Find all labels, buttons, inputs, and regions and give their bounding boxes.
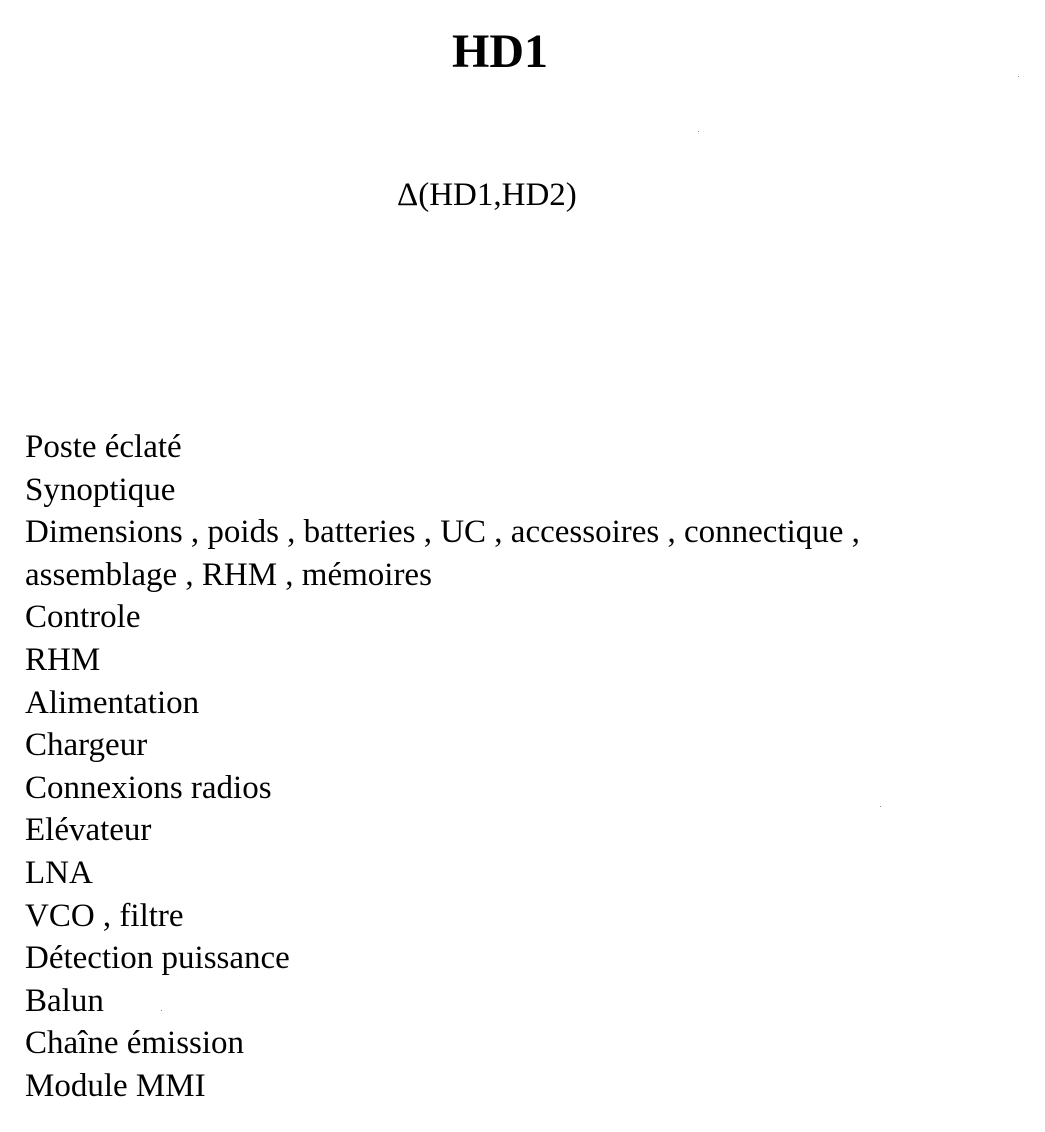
list-item: Chargeur [25, 727, 148, 764]
list-item: assemblage , RHM , mémoires [25, 556, 432, 593]
list-item: LNA [25, 854, 93, 891]
list-item: Controle [25, 599, 141, 636]
list-item: Balun [25, 982, 104, 1019]
list-item: Chaîne émission [25, 1025, 245, 1062]
list-item: Module MMI [25, 1067, 206, 1104]
list-item: Connexions radios [25, 769, 272, 806]
list-item: Synoptique [25, 471, 176, 508]
scan-speck [698, 131, 699, 132]
list-item: Détection puissance [25, 940, 290, 977]
list-item: Elévateur [25, 812, 152, 849]
list-item: VCO , filtre [25, 897, 184, 934]
scan-speck [1018, 76, 1019, 77]
scan-speck [880, 806, 881, 807]
list-item: Poste éclaté [25, 429, 182, 465]
scan-speck [161, 1010, 162, 1011]
list-item: RHM [25, 641, 101, 678]
page-title: HD1 [452, 25, 548, 78]
subtitle-delta: Δ(HD1,HD2) [397, 177, 577, 213]
item-list [25, 426, 1025, 1108]
list-item: Alimentation [25, 684, 200, 721]
list-item: Dimensions , poids , batteries , UC , accessoires , connectique , [25, 514, 860, 551]
